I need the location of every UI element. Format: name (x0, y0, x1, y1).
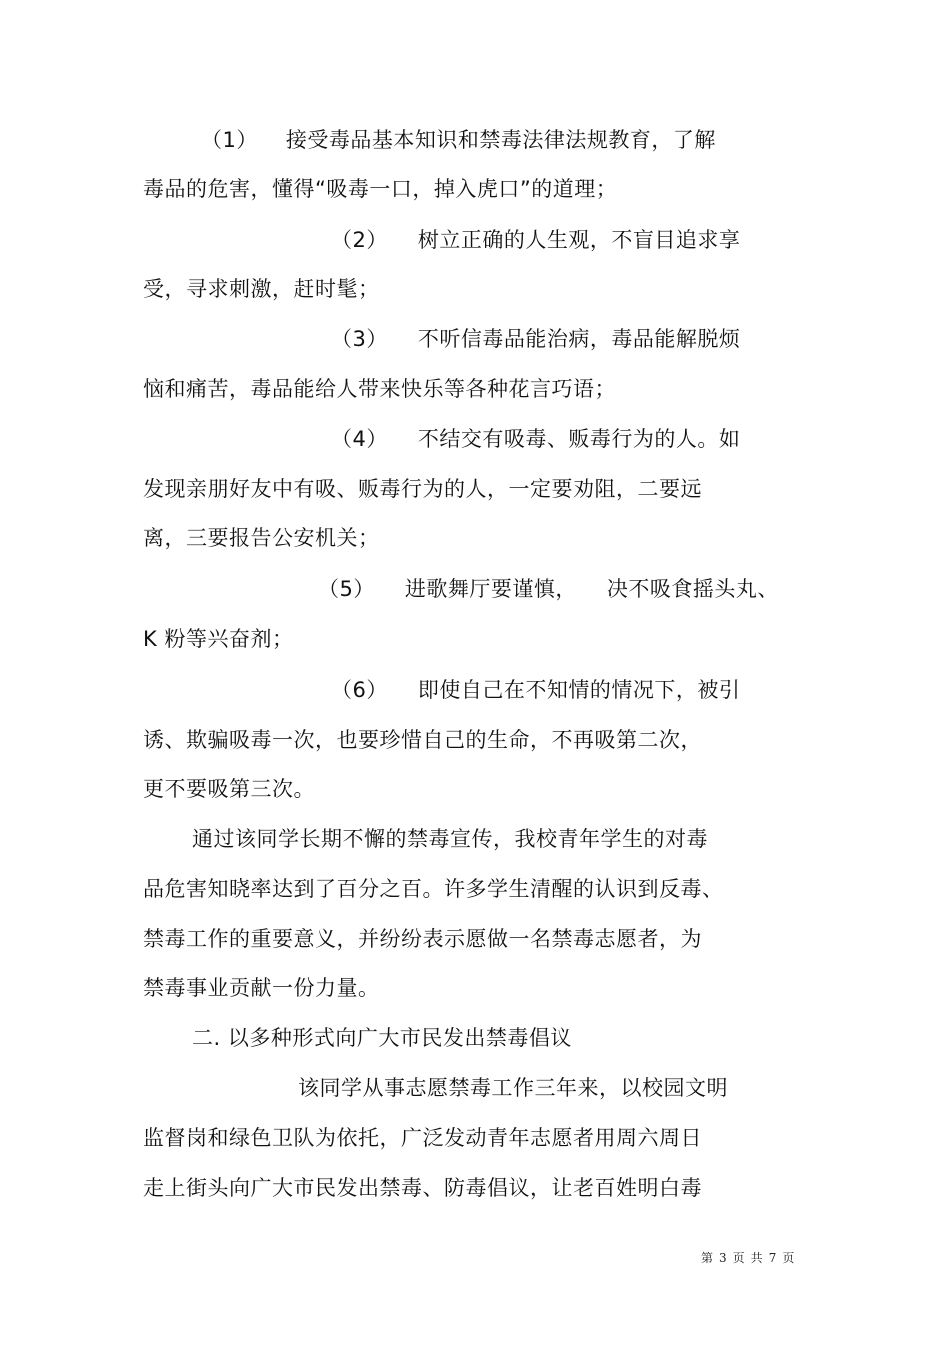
item-1-continuation: 毒品的危害，懂得“吸毒一口，掉入虎口”的道理； (143, 177, 618, 201)
item-2-text: 树立正确的人生观，不盲目追求享 (417, 228, 741, 252)
paragraph-1-line-1: 通过该同学长期不懈的禁毒宣传，我校青年学生的对毒 (192, 827, 708, 851)
paragraph-1-line-3: 禁毒工作的重要意义，并纷纷表示愿做一名禁毒志愿者，为 (143, 927, 702, 951)
footer-ye-2: 页 (782, 1251, 795, 1265)
item-4-text: 不结交有吸毒、贩毒行为的人。如 (417, 427, 741, 451)
item-4-continuation-2: 离，三要报告公安机关； (143, 526, 380, 550)
item-5-number: （5） (318, 577, 375, 601)
paragraph-2-line-1: 该同学从事志愿禁毒工作三年来，以校园文明 (298, 1076, 728, 1100)
item-6-number: （6） (331, 678, 388, 702)
item-5-text-a: 进歌舞厅要谨慎， (404, 577, 577, 601)
footer-ye: 页 (732, 1251, 745, 1265)
item-4-continuation-1: 发现亲朋好友中有吸、贩毒行为的人，一定要劝阻，二要远 (143, 477, 702, 501)
item-4-line (331, 424, 740, 454)
item-1-line (201, 125, 716, 155)
page-footer (701, 1250, 800, 1266)
paragraph-1-line-4: 禁毒事业贡献一份力量。 (143, 976, 380, 1000)
item-2-line (331, 225, 740, 255)
item-2-continuation: 受，寻求刺激，赶时髦； (143, 277, 380, 301)
item-5-continuation: K 粉等兴奋剂； (143, 627, 294, 651)
item-6-line (331, 675, 740, 705)
item-3-number: （3） (331, 327, 388, 351)
footer-page-number: 3 (719, 1251, 727, 1265)
item-4-number: （4） (331, 427, 388, 451)
section-heading: 二. 以多种形式向广大市民发出禁毒倡议 (192, 1026, 572, 1050)
item-6-continuation-1: 诱、欺骗吸毒一次，也要珍惜自己的生命，不再吸第二次， (143, 728, 702, 752)
item-1-text: 接受毒品基本知识和禁毒法律法规教育，了解 (285, 128, 716, 152)
footer-total-pages: 7 (768, 1251, 777, 1265)
item-2-number: （2） (331, 228, 388, 252)
footer-di: 第 (701, 1251, 714, 1265)
item-5-text-b: 决不吸食摇头丸、 (606, 577, 779, 601)
paragraph-2-line-3: 走上街头向广大市民发出禁毒、防毒倡议，让老百姓明白毒 (143, 1176, 702, 1200)
item-3-line (331, 324, 740, 354)
item-3-text: 不听信毒品能治病，毒品能解脱烦 (417, 327, 741, 351)
item-3-continuation: 恼和痛苦，毒品能给人带来快乐等各种花言巧语； (143, 377, 616, 401)
item-6-continuation-2: 更不要吸第三次。 (143, 777, 315, 801)
item-5-line (318, 574, 779, 604)
item-1-number: （1） (201, 128, 258, 152)
footer-gong: 共 (750, 1251, 763, 1265)
paragraph-2-line-2: 监督岗和绿色卫队为依托，广泛发动青年志愿者用周六周日 (143, 1126, 702, 1150)
paragraph-1-line-2: 品危害知晓率达到了百分之百。许多学生清醒的认识到反毒、 (143, 877, 724, 901)
item-6-text: 即使自己在不知情的情况下，被引 (417, 678, 741, 702)
